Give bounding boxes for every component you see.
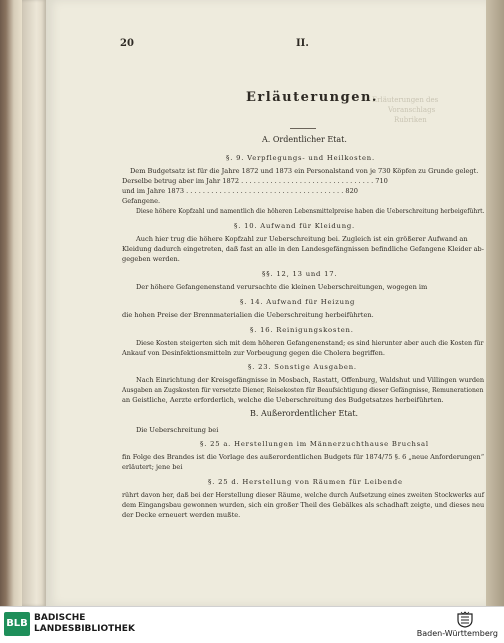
ghost-text-2: Voranschlags [388,106,436,114]
p23-line-1: Nach Einrichtung der Kreisgefängnisse in Mosbach, Rastatt, Offenburg, Waldshut und Villingen wurden [136,376,485,384]
p23-heading: §. 23. Sonstige Ausgaben. [248,363,357,371]
p14-heading: §. 14. Aufwand für Heizung [240,298,356,306]
p16-heading: §. 16. Reinigungskosten. [250,326,354,334]
viewer-footer [0,606,504,643]
library-name-line-2: LANDESBIBLIOTHEK [34,624,135,634]
region-label: Baden-Württemberg [416,629,498,638]
p14-line-1: die hohen Preise der Brennmaterialien die Ueberschreitung herbeiführten. [122,311,374,319]
divider [290,128,316,129]
p9-line-2: Derselbe betrug aber im Jahr 1872 . . . . . . . . . . . . . . . . . . . . . . . . . . . . . . . . 710 [122,177,388,185]
p9-line-5: Diese höhere Kopfzahl und namentlich die höheren Lebensmittelpreise haben die Ueberschreitung herbeigeführt. [136,207,485,215]
p25d-line-3: der Decke erneuert werden mußte. [122,511,241,519]
p25d-heading: §. 25 d. Herstellung von Räumen für Leibende [208,478,403,486]
page-roman-header: II. [296,38,309,49]
page-number: 20 [120,38,134,49]
p25d-line-2: dem Eingangsbau gewonnen wurden, sich ein großer Theil des Gebälkes als schadhaft zeigte, und dieses neu [122,501,485,509]
p16-line-1: Diese Kosten steigerten sich mit dem höheren Gefangenenstand; es sind hierunter aber auch die Kosten für [136,339,484,347]
section-b-title: B. Außerordentlicher Etat. [250,409,359,418]
p9-line-4: Gefangene. [122,197,161,205]
coat-of-arms-icon [456,611,474,628]
blb-logo[interactable]: BLB [4,612,30,636]
p9-heading: §. 9. Verpflegungs- und Heilkosten. [226,154,375,162]
b-intro: Die Ueberschreitung bei [136,426,219,434]
p10-line-2: Kleidung dadurch eingetreten, daß fast an alle in den Landesgefängnissen befindliche Gefangene Kleider ab- [122,245,484,253]
p10-line-1: Auch hier trug die höhere Kopfzahl zur Ueberschreitung bei. Zugleich ist ein größerer Aufwand an [136,235,468,243]
library-name-line-1: BADISCHE [34,613,86,623]
p9-line-1: Dem Budgetsatz ist für die Jahre 1872 und 1873 ein Personalstand von je 730 Köpfen zu Grunde gelegt. [130,167,479,175]
p9-line-3: und im Jahre 1873 . . . . . . . . . . . . . . . . . . . . . . . . . . . . . . . . . . . . . . 820 [122,187,358,195]
page-title: Erläuterungen. [246,90,378,105]
p25a-heading: §. 25 a. Herstellungen im Männerzuchthause Bruchsal [200,440,429,448]
page-edge [486,0,504,606]
p12-line-1: Der höhere Gefangenenstand verursachte die kleinen Ueberschreitungen, wogegen im [136,283,428,291]
ghost-text-3: Rubriken [394,116,427,124]
ghost-text-1: Erläuterungen des [372,96,439,104]
p16-line-2: Ankauf von Desinfektionsmitteln zur Vorbeugung gegen die Cholera begriffen. [122,349,385,357]
p10-line-3: gegeben werden. [122,255,180,263]
library-name [34,613,135,635]
p12-heading: §§. 12, 13 und 17. [262,270,338,278]
binding-strip [22,0,46,606]
p10-heading: §. 10. Aufwand für Kleidung. [234,222,356,230]
p25a-line-2: erläutert; jene bei [122,463,183,471]
section-a-title: A. Ordentlicher Etat. [262,135,347,144]
p25a-line-1: fin Folge des Brandes ist die Vorlage des außerordentlichen Budgets für 1874/75 §. 6 „neue Anforderungen“ [122,453,485,461]
p23-line-3: an Geistliche, Aerzte erforderlich, welche die Ueberschreitung des Budgetsatzes herbeiführten. [122,396,444,404]
p25d-line-1: rührt davon her, daß bei der Herstellung dieser Räume, welche durch Aufsetzung eines zweiten Stockwerks auf [122,491,485,499]
p23-line-2: Ausgaben an Zugskosten für versetzte Diener, Reisekosten für Beaufsichtigung dieser Gefängnisse, Remunerationen [122,386,484,394]
